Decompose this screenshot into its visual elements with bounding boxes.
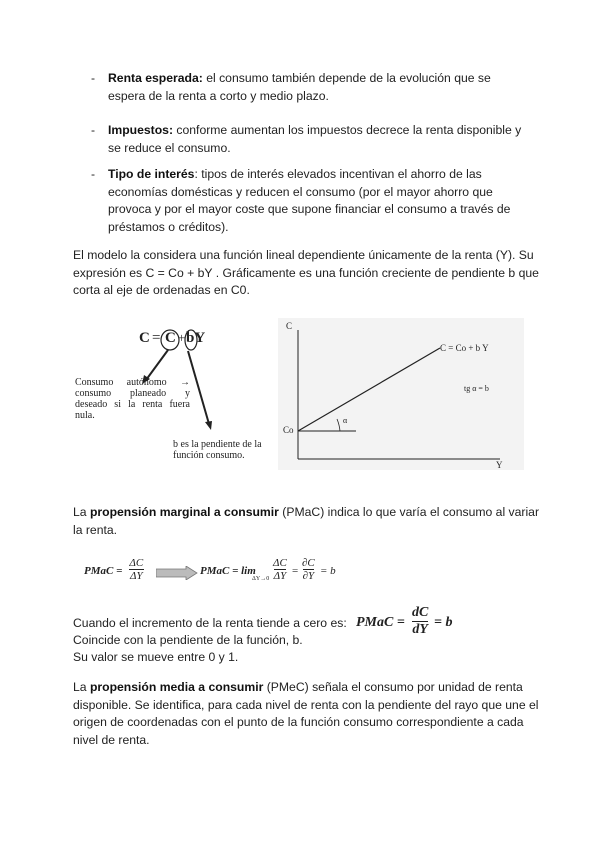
arrow-c0	[146, 350, 168, 380]
bullet-dash: -	[91, 167, 96, 181]
alpha-arc	[337, 419, 340, 431]
bullet-body: : tipos de interés elevados incentivan el ahorro de las economías domésticas y reducen el consumo (por el mayor ahorro que provoca y por el mayor coste que supone financiar el consumo a través de préstamos o créditos).	[108, 167, 511, 234]
lim-subscript: ΔY→0	[252, 576, 270, 582]
formula-c: C	[139, 330, 150, 346]
deriv-fraction: dC dY	[412, 605, 429, 637]
pmac-right-lhs: PMaC = lim	[200, 565, 256, 577]
alpha-label: α	[343, 416, 348, 425]
co-label: Co	[283, 425, 294, 435]
note-consumo-autonomo: Consumo autónomo → consumo planeado y deseado si la renta fuera nula.	[75, 377, 190, 421]
axis-label-c: C	[286, 321, 293, 331]
pmac-line-1: Cuando el incremento de la renta tiende a cero es:	[73, 616, 347, 630]
axis-label-y: Y	[496, 460, 503, 470]
bullet-term: Tipo de interés	[108, 167, 195, 181]
pmac-paragraph	[73, 504, 543, 539]
implies-arrow	[156, 566, 198, 580]
eq-sign-1: =	[292, 565, 299, 577]
consumption-graph	[278, 318, 524, 470]
bullet-body: conforme aumentan los impuestos decrece la renta disponible y se reduce el consumo.	[108, 123, 522, 155]
pmec-paragraph	[73, 679, 543, 749]
consumption-line	[298, 348, 440, 431]
formula-eq: =	[152, 330, 161, 346]
formula-by: bY	[186, 330, 206, 346]
deriv-lhs: PMaC =	[356, 615, 405, 630]
arrow-b-head	[205, 421, 212, 430]
pmac-frac-partial: ∂C ∂Y	[302, 557, 315, 582]
pmac-post: (PMaC) indica lo que varía el consumo al variar la renta.	[73, 505, 540, 537]
pmac-line-2: Coincide con la pendiente de la función, b.	[73, 633, 303, 647]
bullet-text	[108, 166, 528, 236]
tg-label: tg α = b	[464, 384, 489, 393]
pmec-post: (PMeC) señala el consumo por unidad de renta disponible. Se identifica, para cada nivel de renta con la pendiente del rayo que une el origen de coordenadas con el punto de la función consumo correspondiente a cada nivel de renta.	[73, 680, 539, 747]
formula-c0: C	[165, 330, 176, 346]
intro-paragraph: El modelo la considera una función lineal dependiente únicamente de la renta (Y). Su expresión es C = Co + bY . Gráficamente es una función creciente de pendiente b que corta al eje de ordenadas en C0.	[73, 248, 539, 297]
graph-svg	[278, 318, 524, 470]
bullet-dash: -	[91, 71, 96, 85]
bullet-text	[108, 70, 528, 105]
pmec-pre: La	[73, 680, 90, 694]
deriv-rhs: = b	[434, 615, 453, 630]
bullet-body: el consumo también depende de la evolución que se espera de la renta a corto y medio plazo.	[108, 71, 491, 103]
pmac-term: propensión marginal a consumir	[89, 505, 279, 519]
pmec-term: propensión media a consumir	[89, 680, 264, 694]
eq-b: = b	[320, 565, 336, 577]
line-label: C = Co + b Y	[440, 343, 489, 353]
pmac-left-fraction: ΔC ΔY	[129, 557, 144, 582]
note-pendiente: b es la pendiente de la función consumo.	[173, 439, 262, 461]
pmac-frac-delta: ΔC ΔY	[273, 557, 287, 582]
pmac-derivative-formula	[356, 604, 466, 644]
formula-plus: +	[178, 330, 186, 345]
arrow-b	[188, 351, 209, 424]
bullet-term: Renta esperada:	[108, 71, 203, 85]
bullet-dash: -	[91, 123, 96, 137]
pmac-left-lhs: PMaC =	[84, 565, 123, 577]
bullet-term: Impuestos:	[108, 123, 174, 137]
consumption-formula-figure	[70, 322, 270, 467]
bullet-text	[108, 122, 528, 157]
pmac-pre: La	[73, 505, 90, 519]
pmac-line-3: Su valor se mueve entre 0 y 1.	[73, 650, 239, 664]
pmac-formula	[84, 557, 354, 591]
